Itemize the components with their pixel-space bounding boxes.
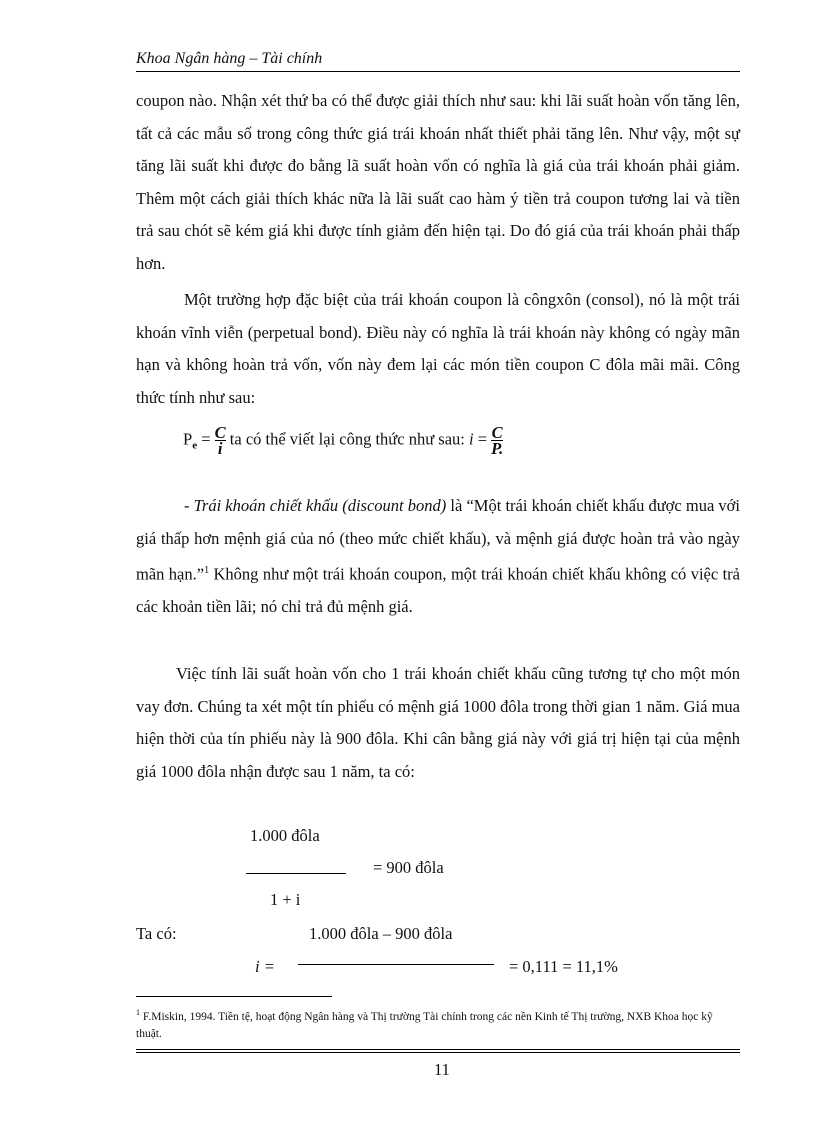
page-number: 11 <box>434 1060 450 1079</box>
formula-lhs-p: P <box>183 429 193 449</box>
footnote <box>136 1004 740 1043</box>
footer-rule-bottom <box>136 1052 740 1053</box>
discount-bond-term: - Trái khoán chiết khấu (discount bond) <box>184 496 447 515</box>
footnote-ref[interactable]: 1 <box>204 565 210 576</box>
fraction-den: i <box>215 440 226 456</box>
fraction-c-over-p <box>491 425 503 456</box>
footnote-text: F.Miskin, 1994. Tiền tệ, hoạt động Ngân hàng và Thị trường Tài chính trong các nền Kinh tế Thị trường, NXB Khoa học kỹ thuật. <box>136 1010 713 1040</box>
formula2-equals: = 900 đôla <box>373 858 444 877</box>
formula-rhs-eq: = <box>473 429 492 449</box>
formula3-result: = 0,111 = 11,1% <box>509 957 618 976</box>
formula3-fraction-bar <box>298 964 494 965</box>
paragraph-3 <box>136 490 740 624</box>
footer-rule-top <box>136 1049 740 1050</box>
header-rule <box>136 71 740 72</box>
formula2-numerator: 1.000 đôla <box>250 826 320 845</box>
paragraph-3-text-a: là “Một trái khoán chiết khấu được mua với giá thấp hơn mệnh giá của nó (theo mức chiết khấu), và mệnh giá được hoàn trả vào ngày mãn hạn.” <box>136 496 740 584</box>
formula-consol <box>183 425 503 456</box>
formula3-numerator: 1.000 đôla – 900 đôla <box>309 924 453 943</box>
formula-rhs-i: i <box>468 429 474 449</box>
footnote-marker: 1 <box>136 1008 140 1017</box>
formula-lhs-sub: e <box>192 439 198 452</box>
formula-eq: = <box>197 429 215 449</box>
formula3-label: Ta có: <box>136 924 177 943</box>
page-header: Khoa Ngân hàng – Tài chính <box>136 50 323 67</box>
formula2-fraction-bar <box>246 873 346 874</box>
fraction-c-over-i <box>215 425 226 456</box>
paragraph-1: coupon nào. Nhận xét thứ ba có thể được giải thích như sau: khi lãi suất hoàn vốn tăng lên, tất cả các mẫu số trong công thức giá trái khoán nhất thiết phải tăng lên. Như vậy, một sự tăng lãi suất khi được đo bằng lã suất hoàn vốn có nghĩa là giá của trái khoán phải giảm. Thêm một cách giải thích khác nữa là lãi suất cao hàm ý tiền trả coupon tương lai và tiền trả sau chót sẽ kém giá khi được tính giảm đến hiện tại. Do đó giá của trái khoán phải thấp hơn. <box>136 91 740 273</box>
formula-text: ta có thể viết lại công thức như sau: <box>229 429 469 449</box>
formula2-denominator: 1 + i <box>270 890 301 909</box>
fraction-rhs-den: P. <box>491 439 504 458</box>
footnote-rule <box>136 996 332 997</box>
fraction-rhs-num: C <box>491 423 503 442</box>
paragraph-2: Một trường hợp đặc biệt của trái khoán coupon là côngxôn (consol), nó là một trái khoán vĩnh viễn (perpetual bond). Điều này có nghĩa là trái khoán này không có ngày mãn hạn và không hoàn trả vốn, vốn này đem lại các món tiền coupon C đôla mãi mãi. Công thức tính như sau: <box>136 290 740 407</box>
paragraph-4: Việc tính lãi suất hoàn vốn cho 1 trái khoán chiết khấu cũng tương tự cho một món vay đơn. Chúng ta xét một tín phiếu có mệnh giá 1000 đôla trong thời gian 1 năm. Giá mua hiện thời của tín phiếu này là 900 đôla. Khi cân bằng giá này với giá trị hiện tại của mệnh giá 1000 đôla nhận được sau 1 năm, ta có: <box>136 664 740 781</box>
paragraph-3-text-b: Không như một trái khoán coupon, một trái khoán chiết khấu không có việc trả các khoản tiền lãi; nó chỉ trả đủ mệnh giá. <box>136 564 740 616</box>
formula3-lhs: i = <box>255 957 275 976</box>
fraction-num: C <box>214 423 226 442</box>
